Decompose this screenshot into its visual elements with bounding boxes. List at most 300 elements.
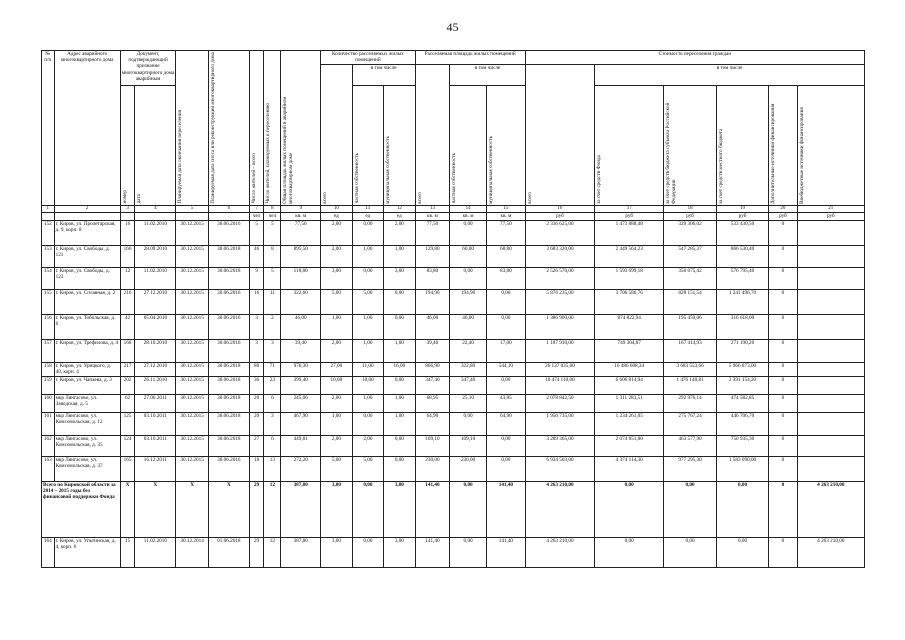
table-cell: 463 577,90 — [664, 435, 716, 456]
header-planned-relocation: Планируемая дата окончания переселения — [177, 110, 184, 204]
table-cell: 895,50 — [281, 245, 321, 267]
table-cell: 23 — [264, 376, 281, 394]
table-cell: 5 — [264, 267, 281, 289]
table-cell: 449,81 — [281, 435, 321, 456]
address-cell: г. Киров, ул. Свободы, д. 121 — [54, 245, 120, 267]
header-cost: Стоимость переселения граждан — [525, 51, 864, 65]
table-cell: 129,80 — [415, 245, 450, 267]
table-cell: 71 — [264, 362, 281, 376]
address-cell: г. Киров, ул. Свободы, д. 123 — [54, 267, 120, 289]
table-cell: 347,40 — [415, 376, 450, 394]
table-cell: 155 — [42, 289, 55, 314]
table-cell: 3 289 365,00 — [525, 435, 594, 456]
header-area-total: всего — [416, 192, 423, 204]
column-number: 19 — [716, 205, 768, 212]
table-cell: 230,00 — [415, 456, 450, 481]
table-cell: 3,00 — [384, 267, 415, 289]
total-cell: 4 263 210,00 — [797, 481, 864, 537]
table-cell: 64,90 — [486, 412, 525, 435]
header-area-private: частная собственность — [451, 153, 458, 204]
address-cell: г. Киров, ул. Сплавная, д. 2 — [54, 289, 120, 314]
table-cell: 245,06 — [281, 394, 321, 412]
table-cell: 0 — [769, 537, 797, 567]
table-cell — [797, 267, 864, 289]
header-doc-date: дата — [136, 194, 143, 204]
table-cell: 16 — [249, 289, 264, 314]
table-cell: 11.02.2010 — [135, 267, 176, 289]
table-cell: 118,80 — [281, 267, 321, 289]
table-cell: 30.12.2015 — [176, 267, 209, 289]
table-cell: 2 336 625,00 — [525, 220, 594, 245]
table-cell — [797, 456, 864, 481]
table-cell: 10,00 — [352, 376, 383, 394]
header-cost-nonbudget: Внебюджетные источники финансирования — [798, 106, 805, 204]
table-cell: 1 386 900,00 — [525, 314, 594, 339]
table-cell: 2,00 — [321, 339, 352, 362]
table-cell: 30.06.2016 — [208, 314, 249, 339]
total-cell: 0,00 — [664, 481, 716, 537]
table-cell: 156 — [42, 314, 55, 339]
table-cell: 576 795,40 — [716, 267, 768, 289]
table-cell: 16.12.2011 — [135, 456, 176, 481]
header-rooms-municipal: муниципальная собственность — [385, 135, 392, 204]
total-cell: 141,40 — [415, 481, 450, 537]
total-cell: 12 — [264, 481, 281, 537]
table-cell: 27,00 — [321, 362, 352, 376]
table-cell: 77,50 — [415, 220, 450, 245]
total-cell: 0,00 — [595, 481, 664, 537]
table-cell: 533 430,50 — [716, 220, 768, 245]
table-cell: 467,90 — [281, 412, 321, 435]
table-cell: 3 — [264, 412, 281, 435]
table-cell: 1 956 735,00 — [525, 412, 594, 435]
header-cost-total: всего — [526, 192, 533, 204]
table-cell: 1 473 888,48 — [595, 220, 664, 245]
header-rooms-private: частная собственность — [353, 153, 360, 204]
table-cell: 0 — [769, 412, 797, 435]
header-rooms-incl: в том числе — [352, 65, 415, 86]
table-cell: 46 — [249, 245, 264, 267]
table-cell: 154 — [42, 267, 55, 289]
table-cell: 141,40 — [486, 537, 525, 567]
column-number: 2 — [54, 205, 120, 212]
table-cell: 16 — [120, 220, 135, 245]
table-row — [42, 362, 865, 376]
table-cell: 3 683 553,66 — [664, 362, 716, 376]
table-cell: 2,00 — [321, 394, 352, 412]
table-cell — [797, 412, 864, 435]
total-cell: 4 263 210,00 — [525, 481, 594, 537]
table-cell: 30.12.2015 — [176, 394, 209, 412]
table-cell: 322,80 — [450, 362, 487, 376]
table-cell: 1,00 — [384, 245, 415, 267]
table-cell: 272,20 — [281, 456, 321, 481]
address-cell: г. Киров, ул. Чапаева, д. 3 — [54, 376, 120, 394]
table-cell: 866 530,40 — [716, 245, 768, 267]
table-cell: 1 311 283,51 — [595, 394, 664, 412]
unit-cell — [135, 212, 176, 220]
header-cost-local: за счет средств местного бюджета — [717, 128, 724, 204]
table-cell: 30.06.2018 — [208, 362, 249, 376]
table-cell: 0,00 — [384, 289, 415, 314]
table-cell — [797, 339, 864, 362]
unit-cell: чел — [249, 212, 264, 220]
table-cell: 216 — [120, 289, 135, 314]
unit-cell: кв. м — [281, 212, 321, 220]
column-number: 21 — [797, 205, 864, 212]
total-cell: X — [208, 481, 249, 537]
table-cell: 46,00 — [450, 314, 487, 339]
header-total-area: Общая площадь жилых помещений в аварийном многоквартирном доме — [282, 96, 295, 204]
header-residents-total: Число жителей – всего — [250, 153, 257, 204]
table-cell: 446 706,70 — [716, 412, 768, 435]
column-numbers-row — [42, 205, 865, 212]
table-cell: 27.06.2011 — [135, 394, 176, 412]
total-cell: 29 — [249, 481, 264, 537]
table-cell: 168 — [120, 339, 135, 362]
table-cell: 0,00 — [450, 267, 487, 289]
unit-cell: кв. м — [486, 212, 525, 220]
unit-cell: руб — [664, 212, 716, 220]
column-number: 11 — [352, 205, 383, 212]
table-cell: 1,00 — [352, 245, 383, 267]
table-cell: 0,00 — [352, 220, 383, 245]
unit-cell: ед — [384, 212, 415, 220]
table-cell: 30.12.2015 — [176, 376, 209, 394]
table-cell: 26.11.2010 — [135, 376, 176, 394]
table-cell: 356 075,42 — [664, 267, 716, 289]
table-cell: 0,00 — [384, 376, 415, 394]
table-cell: 5,00 — [321, 289, 352, 314]
table-cell: 64,90 — [415, 412, 450, 435]
table-cell: 6 606 814,94 — [595, 376, 664, 394]
column-number: 1 — [42, 205, 55, 212]
table-cell: 30.06.2018 — [208, 267, 249, 289]
table-cell: 11 — [264, 289, 281, 314]
table-cell: 1 234 261,05 — [595, 412, 664, 435]
table-cell: 30.12.2015 — [176, 220, 209, 245]
unit-cell: ед — [352, 212, 383, 220]
table-cell: 1,00 — [352, 314, 383, 339]
table-cell — [797, 435, 864, 456]
column-number: 18 — [664, 205, 716, 212]
table-cell: 5,00 — [352, 456, 383, 481]
table-cell: 544,10 — [486, 362, 525, 376]
table-cell: 18 — [249, 456, 264, 481]
table-cell: 109,10 — [450, 435, 487, 456]
table-cell: 271 190,20 — [716, 339, 768, 362]
table-cell: 05.04.2010 — [135, 314, 176, 339]
table-cell: 3,00 — [321, 537, 352, 567]
table-cell: 16,00 — [384, 362, 415, 376]
table-cell: 387,80 — [281, 537, 321, 567]
header-address: Адрес аварийного многоквартирного дома — [54, 51, 120, 206]
total-label: Всего по Кировской области за 2014 – 2015 годы без финансовой поддержки Фонда — [42, 481, 121, 537]
table-cell: 2,00 — [352, 435, 383, 456]
column-number: 14 — [450, 205, 487, 212]
unit-cell: чел — [264, 212, 281, 220]
table-cell: 68,95 — [415, 394, 450, 412]
table-cell: 77,50 — [486, 220, 525, 245]
address-cell: г. Киров, ул. Трефилова, д. 4 — [54, 339, 120, 362]
table-cell: 3 — [249, 339, 264, 362]
table-cell: 30.06.2018 — [208, 412, 249, 435]
table-cell — [797, 362, 864, 376]
column-number: 15 — [486, 205, 525, 212]
table-cell: 6 — [264, 435, 281, 456]
table-cell: 9 — [249, 267, 264, 289]
header-cost-incl: в том числе — [595, 65, 865, 86]
address-cell: мкр Лянгасово, ул. Комсомольская, д. 12 — [54, 412, 120, 435]
table-cell: 3,00 — [384, 537, 415, 567]
table-cell: 153 — [42, 245, 55, 267]
table-cell: 163 — [42, 456, 55, 481]
relocation-table — [41, 50, 865, 568]
table-row — [42, 394, 865, 412]
table-cell: 347,40 — [450, 376, 487, 394]
header-cost-fund: за счет средств Фонда — [596, 154, 603, 204]
table-cell: 11,00 — [352, 362, 383, 376]
table-cell: 6 934 503,00 — [525, 456, 594, 481]
table-cell: 30.12.2015 — [176, 289, 209, 314]
unit-cell — [120, 212, 135, 220]
table-cell: 141,40 — [415, 537, 450, 567]
column-number: 20 — [769, 205, 797, 212]
table-cell: 194,90 — [415, 289, 450, 314]
table-cell: 167 414,93 — [664, 339, 716, 362]
table-cell: 157 — [42, 339, 55, 362]
table-cell: 30.06.2018 — [208, 376, 249, 394]
table-cell: 39,40 — [281, 339, 321, 362]
total-row — [42, 481, 865, 537]
table-cell: 0 — [769, 220, 797, 245]
total-cell: 0 — [769, 481, 797, 537]
table-cell: 329 306,02 — [664, 220, 716, 245]
table-cell: 0,00 — [486, 289, 525, 314]
table-cell: 43,85 — [486, 394, 525, 412]
table-cell: 399,40 — [281, 376, 321, 394]
table-cell — [797, 394, 864, 412]
table-cell: 0,00 — [486, 376, 525, 394]
table-cell: 30.06.2016 — [208, 289, 249, 314]
table-cell: 0,00 — [450, 537, 487, 567]
table-cell: 160 — [42, 394, 55, 412]
table-cell: 547 285,37 — [664, 245, 716, 267]
table-row — [42, 537, 865, 567]
table-cell: 0,00 — [352, 412, 383, 435]
table-cell: 01.06.2018 — [208, 537, 249, 567]
table-row — [42, 220, 865, 245]
units-row — [42, 212, 865, 220]
table-cell: 12 — [264, 537, 281, 567]
table-row — [42, 339, 865, 362]
table-cell: 977 295,30 — [664, 456, 716, 481]
table-cell: 62 — [120, 394, 135, 412]
unit-cell — [176, 212, 209, 220]
table-cell: 30.12.2015 — [176, 435, 209, 456]
table-cell: 30.12.2014 — [176, 537, 209, 567]
total-cell: X — [135, 481, 176, 537]
header-document: Документ, подтверждающий признание многоквартирного дома аварийным — [120, 51, 176, 86]
total-cell: 141,40 — [486, 481, 525, 537]
table-cell: 46,00 — [281, 314, 321, 339]
table-cell: 30.12.2015 — [176, 362, 209, 376]
address-cell: г. Киров, ул. Тобольская, д. 6 — [54, 314, 120, 339]
table-row — [42, 267, 865, 289]
column-number: 17 — [595, 205, 664, 212]
table-cell: 2 — [264, 314, 281, 339]
unit-cell: руб — [769, 212, 797, 220]
table-body — [42, 205, 865, 567]
table-cell: 1,00 — [321, 412, 352, 435]
table-cell: 20 — [249, 412, 264, 435]
table-cell: 25,10 — [450, 394, 487, 412]
table-cell: 83,80 — [415, 267, 450, 289]
table-cell: 42 — [120, 314, 135, 339]
table-cell: 17,00 — [486, 339, 525, 362]
table-cell: 0 — [769, 394, 797, 412]
table-cell: 0,00 — [352, 537, 383, 567]
table-cell: 12 — [120, 267, 135, 289]
unit-cell — [208, 212, 249, 220]
table-cell: 2,00 — [321, 245, 352, 267]
table-cell: 1,00 — [352, 394, 383, 412]
total-cell: X — [176, 481, 209, 537]
table-cell: 275 767,24 — [664, 412, 716, 435]
table-cell: 1,00 — [321, 314, 352, 339]
total-cell: 0,00 — [352, 481, 383, 537]
table-cell: 195 459,06 — [664, 314, 716, 339]
header-doc-number: номер — [121, 190, 128, 204]
table-cell: 39,40 — [415, 339, 450, 362]
total-cell: 387,80 — [281, 481, 321, 537]
table-cell: 30.12.2015 — [176, 339, 209, 362]
column-number: 5 — [176, 205, 209, 212]
column-number: 13 — [415, 205, 450, 212]
unit-cell: ед — [321, 212, 352, 220]
table-cell: 27 — [249, 435, 264, 456]
table-cell: 30.06.2016 — [208, 339, 249, 362]
table-cell: 28.09.2010 — [135, 245, 176, 267]
table-cell: 970,30 — [281, 362, 321, 376]
address-cell: мкр Лянгасово, ул. Комсомольская, д. 35 — [54, 435, 120, 456]
unit-cell: руб — [716, 212, 768, 220]
column-number: 3 — [120, 205, 135, 212]
table-cell: 4 263 210,00 — [797, 537, 864, 567]
address-cell: мкр Лянгасово, ул. Комсомольская, д. 37 — [54, 456, 120, 481]
table-cell: 1 593 699,18 — [595, 267, 664, 289]
table-cell: 2 078 842,50 — [525, 394, 594, 412]
table-cell: 68,80 — [486, 245, 525, 267]
table-cell: 60,00 — [450, 245, 487, 267]
table-cell: 0 — [769, 376, 797, 394]
address-cell: г. Киров, ул. Урицкого, д. 40, корп. 4 — [54, 362, 120, 376]
table-cell: 194,90 — [450, 289, 487, 314]
column-number: 4 — [135, 205, 176, 212]
table-cell: 474 582,85 — [716, 394, 768, 412]
table-cell: 166 — [120, 245, 135, 267]
table-cell: 828 151,54 — [664, 289, 716, 314]
total-cell: 0,00 — [716, 481, 768, 537]
table-cell: 162 — [42, 435, 55, 456]
table-cell: 0 — [769, 289, 797, 314]
table-cell: 874 822,94 — [595, 314, 664, 339]
table-cell: 30.06.2016 — [208, 220, 249, 245]
table-cell: 217 — [120, 362, 135, 376]
table-cell: 10 474 110,00 — [525, 376, 594, 394]
table-cell: 30.06.2016 — [208, 456, 249, 481]
table-cell: 0 — [769, 456, 797, 481]
table-cell: 30.06.2018 — [208, 245, 249, 267]
table-cell: 750 935,30 — [716, 435, 768, 456]
table-cell: 03.10.2011 — [135, 412, 176, 435]
table-cell: 30.12.2015 — [176, 412, 209, 435]
table-cell: 2,00 — [321, 220, 352, 245]
table-cell: 1 341 496,70 — [716, 289, 768, 314]
table-cell: 152 — [42, 220, 55, 245]
table-cell: 46,00 — [415, 314, 450, 339]
header-rooms-count: Количество расселяемых жилых помещений — [321, 51, 415, 65]
table-cell: 124 — [120, 435, 135, 456]
table-cell: 2 449 564,23 — [595, 245, 664, 267]
table-cell — [797, 220, 864, 245]
table-cell: 0,00 — [664, 537, 716, 567]
column-number: 7 — [249, 205, 264, 212]
header-planned-demolition: Планируемая дата сноса или реконструкции многоквартирного дома — [209, 52, 216, 204]
table-cell: 11.02.2010 — [135, 220, 176, 245]
table-cell: 30.06.2018 — [208, 435, 249, 456]
table-cell: 30.12.2015 — [176, 314, 209, 339]
table-cell: 158 — [42, 362, 55, 376]
table-cell: 1,00 — [384, 394, 415, 412]
table-cell: 80 — [249, 362, 264, 376]
table-cell: 4 263 210,00 — [525, 537, 594, 567]
table-cell: 27.12.2010 — [135, 289, 176, 314]
header-cost-region: за счет средств бюджета субъекта Российской Федерации — [665, 102, 678, 204]
table-cell: 2 526 570,00 — [525, 267, 594, 289]
table-cell: 15 — [120, 537, 135, 567]
table-cell: 202 — [120, 376, 135, 394]
address-cell: мкр Лянгасово, ул. Заводская, д. 5 — [54, 394, 120, 412]
table-cell: 109,10 — [415, 435, 450, 456]
table-cell: 0,00 — [486, 435, 525, 456]
table-cell: 0 — [769, 339, 797, 362]
table-cell: 230,00 — [450, 456, 487, 481]
header-residents-relocate: Число жителей, планируемых к переселению — [265, 103, 272, 204]
header-rooms-area: Расселяемая площадь жилых помещений — [415, 51, 525, 65]
table-cell: 5,00 — [321, 456, 352, 481]
table-cell: 292 976,14 — [664, 394, 716, 412]
table-cell: 28.10.2010 — [135, 339, 176, 362]
table-cell: 161 — [42, 412, 55, 435]
unit-cell: руб — [525, 212, 594, 220]
table-cell: 16 486 608,34 — [595, 362, 664, 376]
unit-cell: руб — [797, 212, 864, 220]
table-row — [42, 456, 865, 481]
table-cell: 0,00 — [450, 220, 487, 245]
table-cell: 164 — [42, 537, 55, 567]
table-cell: 2,00 — [321, 435, 352, 456]
header-area-incl: в том числе — [450, 65, 526, 86]
table-cell — [797, 376, 864, 394]
table-cell: 30.12.2015 — [176, 456, 209, 481]
table-cell: 1,00 — [352, 339, 383, 362]
total-cell: 0,00 — [450, 481, 487, 537]
table-cell: 11.02.2010 — [135, 537, 176, 567]
table-cell: 5 — [249, 220, 264, 245]
table-cell: 26 137 035,00 — [525, 362, 594, 376]
header-rooms-total: всего — [322, 192, 329, 204]
